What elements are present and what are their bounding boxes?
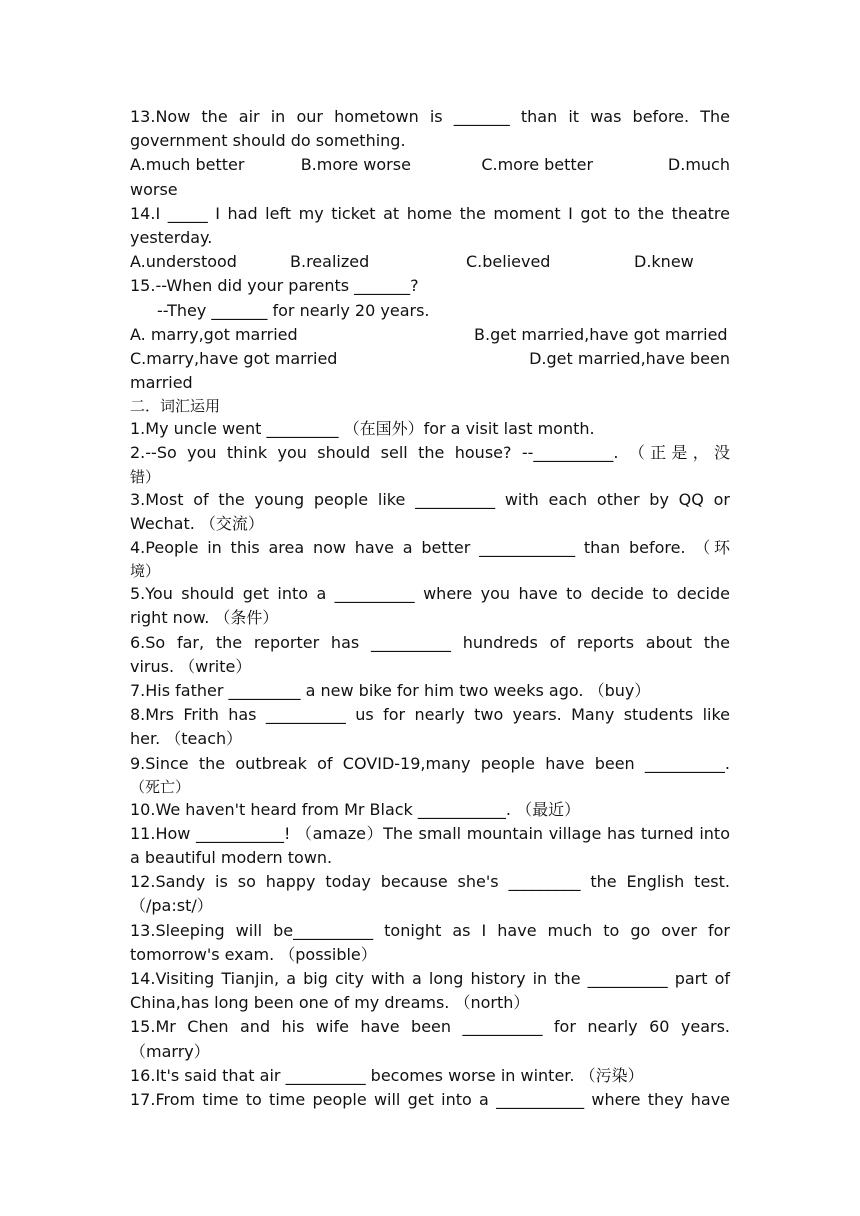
question-13-options-wrap: worse [130,179,178,199]
question-15-line-2: --They _______ for nearly 20 years. [157,300,430,320]
option-a: A.much better [130,155,245,175]
question-13-options [130,153,730,177]
vocab-12-line-2: （/pa:st/） [130,896,213,916]
question-15-line-1: 15.--When did your parents _______? [130,276,419,296]
question-14-line-2: yesterday. [130,227,213,247]
vocab-17-line-1: 17.From time to time people will get into a ___________ where they have [130,1089,730,1109]
vocab-8-line-2: her. （teach） [130,729,243,749]
vocab-12-line-1: 12.Sandy is so happy today because she's _________ the English test. [130,872,730,892]
vocab-3-line-1: 3.Most of the young people like __________ with each other by QQ or [130,489,730,509]
question-14-line-1: 14.I _____ I had left my ticket at home the moment I got to the theatre [130,203,730,223]
vocab-14-line-1: 14.Visiting Tianjin, a big city with a long history in the __________ part of [130,969,730,988]
section-heading: 二．词汇运用 [130,397,221,416]
vocab-5-line-1: 5.You should get into a __________ where you have to decide to decide [130,584,730,604]
option-c: C.more better [481,155,594,175]
option-a: A. marry,got married [130,324,298,344]
vocab-15-line-2: （marry） [130,1041,210,1061]
vocab-3-line-2: Wechat. （交流） [130,513,264,533]
option-b: B.realized [290,252,370,272]
worksheet-page [130,105,730,1112]
option-a: A.understood [130,252,237,272]
vocab-6-line-1: 6.So far, the reporter has __________ hundreds of reports about the [130,632,730,652]
question-15-options-wrap: married [130,373,193,393]
option-d: D.get married,have been [529,348,730,368]
vocab-4-line-1: 4.People in this area now have a better ____________ than before. （环 [130,538,730,557]
vocab-11-line-2: a beautiful modern town. [130,848,333,868]
option-c: C.marry,have got married [130,348,338,368]
option-b: B.get married,have got married [474,324,728,344]
vocab-4-line-2: 境） [130,562,161,581]
vocab-9-line-2: （死亡） [130,777,191,796]
vocab-2-line-1: 2.--So you think you should sell the house? --__________. （正是，没 [130,443,730,463]
question-15-options-row-2 [130,347,730,371]
option-d: D.much [667,155,730,175]
vocab-8-line-1: 8.Mrs Frith has __________ us for nearly two years. Many students like [130,705,730,725]
vocab-9-line-1: 9.Since the outbreak of COVID-19,many people have been __________. [130,753,730,773]
question-15-options-row-1 [130,323,730,347]
vocab-16-line-1: 16.It's said that air __________ becomes worse in winter. （污染） [130,1065,644,1085]
option-d: D.knew [634,252,694,272]
vocab-13-line-2: tomorrow's exam. （possible） [130,944,377,964]
vocab-11-line-1: 11.How ___________! （amaze）The small mountain village has turned into [130,823,730,843]
vocab-7-line-1: 7.His father _________ a new bike for him two weeks ago. （buy） [130,680,651,700]
question-13-line-1: 13.Now the air in our hometown is _______ than it was before. The [130,107,730,126]
vocab-15-line-1: 15.Mr Chen and his wife have been __________ for nearly 60 years. [130,1017,730,1037]
vocab-5-line-2: right now. （条件） [130,608,279,628]
vocab-14-line-2: China,has long been one of my dreams. （north） [130,993,530,1013]
question-13-line-2: government should do something. [130,131,406,151]
vocab-13-line-1: 13.Sleeping will be__________ tonight as I have much to go over for [130,920,730,940]
vocab-2-line-2: 错） [130,467,161,486]
vocab-1-line-1: 1.My uncle went _________ （在国外）for a visit last month. [130,419,595,439]
question-14-options [130,250,730,274]
vocab-10-line-1: 10.We haven't heard from Mr Black ___________. （最近） [130,799,581,819]
option-b: B.more worse [300,155,411,175]
option-c: C.believed [466,252,551,272]
vocab-6-line-2: virus. （write） [130,656,252,676]
